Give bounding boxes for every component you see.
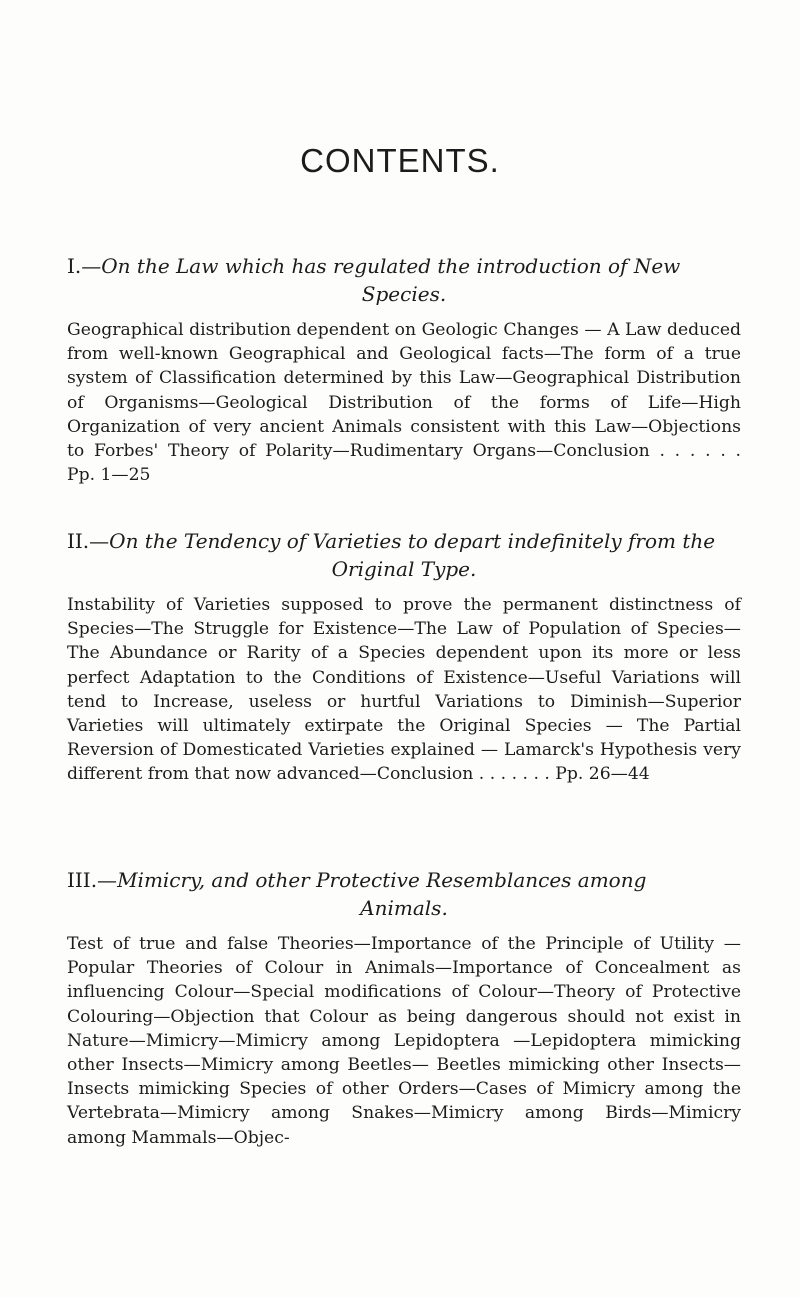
- section-numeral: III.—: [67, 868, 118, 892]
- summary-text: Instability of Varieties supposed to prove the permanent distinctness of Species—The Struggle for Existence—The Law of Population of Species—The Abundance or Rarity of a Species dependent upon its more or less perfect Adaptation to the Conditions of Existence—Useful Variations will tend to Increase, useless or hurtful Variations to Diminish—Superior Varieties will ultimately extirpate the Original Species — The Partial Reversion of Domesticated Varieties explained — Lamarck's Hypothesis very different from that now advanced—Conclusion: [67, 595, 741, 785]
- summary-text: Geographical distribution dependent on Geologic Changes — A Law deduced from well-known Geographical and Geological facts—The form of a true system of Classification determined by this Law—Geographical Distribution of Organisms—Geological Distribution of the forms of Life—High Organization of very ancient Animals consistent with this Law—Objections to Forbes' Theory of Polarity—Rudimentary Organs—Conclusion: [67, 320, 741, 462]
- section-summary: [67, 318, 741, 487]
- summary-text: Test of true and false Theories—Importance of the Principle of Utility —Popular Theories of Colour in Animals—Importance of Concealment as influencing Colour—Special modifications of Colour—Theory of Protective Colouring—Objection that Colour as being dangerous should not exist in Nature—Mimicry—Mimicry among Lepidoptera —Lepidoptera mimicking other Insects—Mimicry among Beetles— Beetles mimicking other Insects—Insects mimicking Species of other Orders—Cases of Mimicry among the Vertebrata—Mimicry among Snakes—Mimicry among Birds—Mimicry among Mammals—Objec-: [67, 934, 741, 1148]
- contents-section-2: [67, 527, 741, 787]
- section-heading: [67, 866, 741, 922]
- page-range: Pp. 26—44: [555, 764, 650, 785]
- section-heading: [67, 527, 741, 583]
- section-title-continued: Species.: [361, 282, 447, 306]
- page-title: CONTENTS.: [300, 142, 500, 179]
- section-title-continued: Animals.: [360, 896, 448, 920]
- section-title-continued: Original Type.: [331, 557, 477, 581]
- section-numeral: II.—: [67, 529, 110, 553]
- section-title: Mimicry, and other Protective Resemblances among: [117, 868, 647, 892]
- section-summary: [67, 593, 741, 787]
- section-numeral: I.—: [67, 254, 102, 278]
- section-summary: [67, 932, 741, 1150]
- page-range: Pp. 1—25: [67, 465, 151, 486]
- dot-leader: . . . . . . .: [473, 764, 556, 785]
- contents-section-1: [67, 252, 741, 487]
- section-title: On the Tendency of Varieties to depart indefinitely from the: [109, 529, 716, 553]
- section-heading: [67, 252, 741, 308]
- section-title: On the Law which has regulated the introduction of New: [101, 254, 681, 278]
- contents-section-3: [67, 866, 741, 1150]
- dot-leader: . . . . . .: [649, 441, 741, 462]
